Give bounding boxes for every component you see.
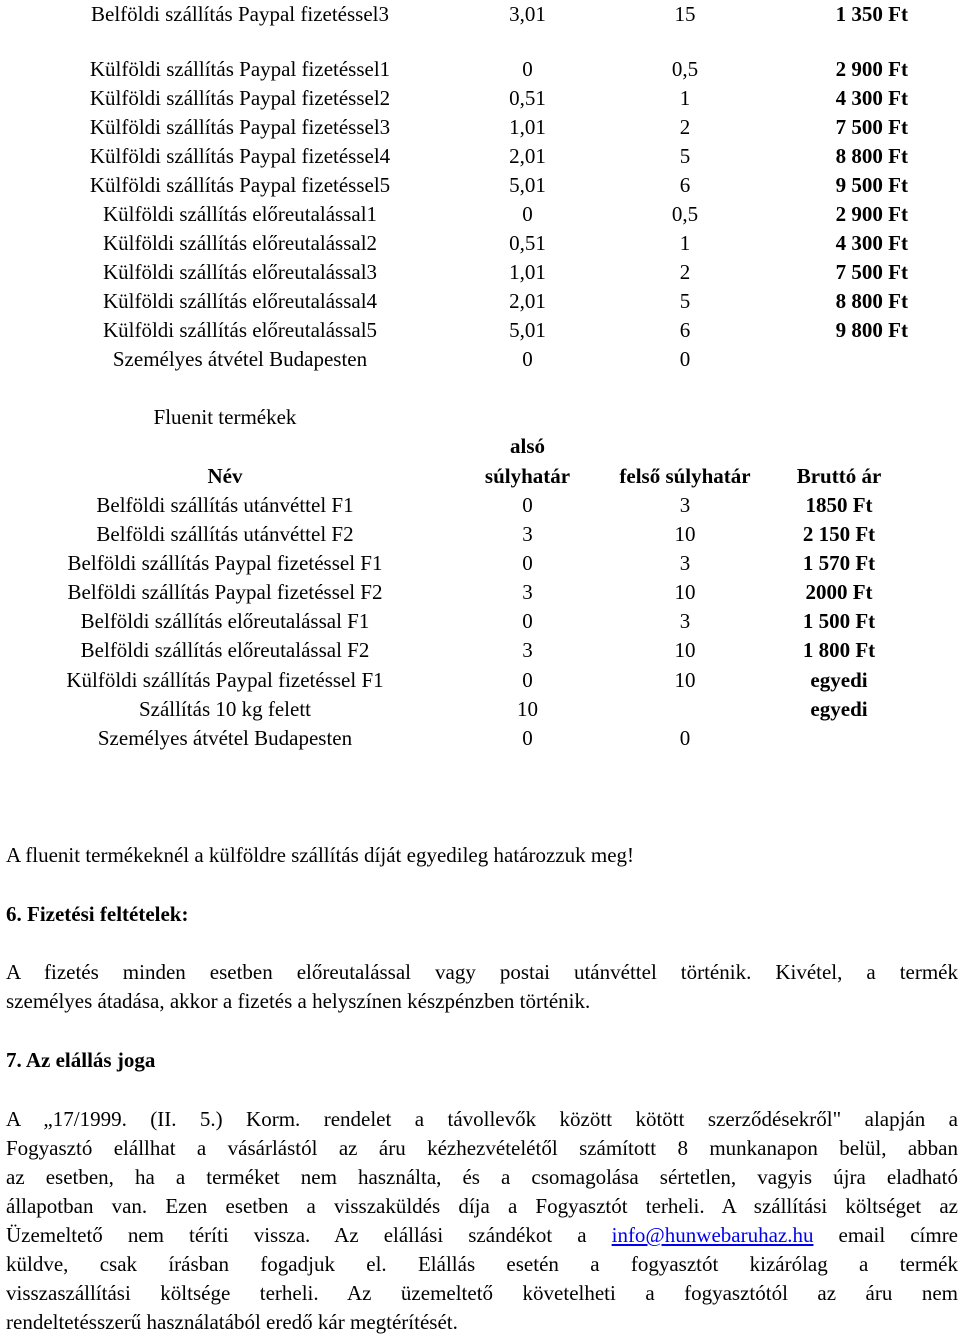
weight-max: 1 — [679, 86, 691, 110]
weight-max: 5 — [679, 289, 691, 313]
weight-min: 1,01 — [509, 260, 546, 284]
table-row — [0, 636, 960, 665]
section-heading: 6. Fizetési feltételek: — [6, 902, 189, 926]
shipping-name: Külföldi szállítás Paypal fizetéssel5 — [89, 173, 391, 197]
weight-min: 2,01 — [509, 289, 546, 313]
price: 2 900 Ft — [835, 202, 908, 226]
weight-max: 2 — [679, 115, 691, 139]
weight-max: 5 — [679, 144, 691, 168]
shipping-name: Külföldi szállítás előreutalással2 — [102, 231, 378, 255]
shipping-name: Belföldi szállítás Paypal fizetéssel F1 — [67, 551, 383, 575]
section6-body — [6, 958, 958, 1016]
shipping-name: Szállítás 10 kg felett — [138, 697, 312, 721]
table-row — [0, 229, 960, 258]
shipping-name: Külföldi szállítás Paypal fizetéssel2 — [89, 86, 391, 110]
weight-max: 6 — [679, 318, 691, 342]
weight-max: 0 — [679, 347, 691, 371]
weight-max: 10 — [674, 668, 696, 692]
weight-min: 0 — [522, 668, 533, 692]
paragraph-text: email címre — [838, 1223, 959, 1247]
shipping-name: Belföldi szállítás előreutalással F1 — [80, 609, 370, 633]
weight-max: 0,5 — [671, 57, 699, 81]
table-row — [0, 84, 960, 113]
price: 4 300 Ft — [835, 231, 908, 255]
weight-min: 0 — [522, 551, 533, 575]
shipping-name: Belföldi szállítás Paypal fizetéssel3 — [91, 2, 389, 26]
email-link[interactable]: info@hunwebaruhaz.hu — [611, 1223, 814, 1247]
weight-min: 2,01 — [509, 144, 546, 168]
shipping-name: Személyes átvétel Budapesten — [97, 726, 353, 750]
paragraph-line: Fogyasztó elállhat a vásárlástól az áru kézhezvételétől számított 8 munkanapon belül, abban — [6, 1136, 958, 1160]
price: 8 800 Ft — [835, 289, 908, 313]
price: 9 500 Ft — [835, 173, 908, 197]
shipping-name: Belföldi szállítás Paypal fizetéssel F2 — [67, 580, 383, 604]
table-row — [0, 345, 960, 374]
weight-min: 0 — [522, 493, 533, 517]
price: 1 570 Ft — [802, 551, 876, 575]
price: 4 300 Ft — [835, 86, 908, 110]
weight-max: 3 — [679, 493, 691, 517]
paragraph-line: visszaszállítási költsége terheli. Az üzemeltető követelheti a fogyasztótól az áru nem — [6, 1281, 958, 1305]
fluenit-note — [6, 841, 958, 870]
table-title: Fluenit termékek — [153, 405, 297, 429]
paragraph-line-with-email — [6, 1221, 958, 1250]
header-max: felső súlyhatár — [619, 464, 751, 488]
weight-min: 5,01 — [509, 173, 546, 197]
header-price: Bruttó ár — [796, 464, 882, 488]
price: 7 500 Ft — [835, 260, 908, 284]
paragraph-line: állapotban van. Ezen esetben a visszaküldés díja a Fogyasztót terheli. A szállítási költséget az — [6, 1194, 958, 1218]
price: 1 800 Ft — [802, 638, 876, 662]
price: egyedi — [810, 668, 868, 692]
weight-max: 0,5 — [671, 202, 699, 226]
price: 1850 Ft — [805, 493, 873, 517]
shipping-name: Külföldi szállítás Paypal fizetéssel F1 — [66, 668, 384, 692]
price: 1 500 Ft — [802, 609, 876, 633]
table-row — [0, 316, 960, 345]
table-row — [0, 113, 960, 142]
weight-max: 3 — [679, 551, 691, 575]
table-row — [0, 520, 960, 549]
shipping-name: Belföldi szállítás utánvéttel F2 — [96, 522, 354, 546]
weight-max: 15 — [674, 2, 696, 26]
table-row — [0, 491, 960, 520]
weight-min: 3 — [522, 522, 533, 546]
table-row — [0, 287, 960, 316]
section-heading: 7. Az elállás joga — [6, 1048, 156, 1072]
shipping-name: Külföldi szállítás Paypal fizetéssel4 — [89, 144, 391, 168]
weight-min: 0 — [522, 609, 533, 633]
note-text: A fluenit termékeknél a külföldre szállítás díját egyedileg határozzuk meg! — [6, 843, 635, 867]
weight-min: 3 — [522, 638, 533, 662]
weight-min: 3 — [522, 580, 533, 604]
weight-max: 6 — [679, 173, 691, 197]
paragraph-line: személyes átadása, akkor a fizetés a helyszínen készpénzben történik. — [6, 989, 591, 1013]
weight-min: 0 — [522, 726, 533, 750]
weight-min: 0,51 — [509, 231, 546, 255]
table-row — [0, 142, 960, 171]
table-row — [0, 200, 960, 229]
price: 2 150 Ft — [802, 522, 876, 546]
weight-max: 10 — [674, 522, 696, 546]
price: 2000 Ft — [805, 580, 873, 604]
header-name: Név — [207, 464, 243, 488]
weight-max: 10 — [674, 580, 696, 604]
table-header-row-top — [0, 432, 960, 461]
price: 9 800 Ft — [835, 318, 908, 342]
weight-max: 0 — [679, 726, 691, 750]
weight-min: 1,01 — [509, 115, 546, 139]
table-row — [0, 0, 960, 29]
price: egyedi — [810, 697, 868, 721]
section7-body — [6, 1105, 958, 1337]
weight-min: 0 — [522, 347, 533, 371]
price: 8 800 Ft — [835, 144, 908, 168]
table-row — [0, 695, 960, 724]
weight-min: 0,51 — [509, 86, 546, 110]
shipping-name: Belföldi szállítás utánvéttel F1 — [96, 493, 354, 517]
paragraph-line: küldve, csak írásban fogadjuk el. Elállás esetén a fogyasztót kizárólag a termék — [6, 1252, 958, 1276]
header-min-line2: súlyhatár — [484, 464, 571, 488]
paragraph-line: az esetben, ha a terméket nem használta, és a csomagolása sértetlen, vagyis újra eladható — [6, 1165, 958, 1189]
table-row — [0, 171, 960, 200]
weight-min: 3,01 — [509, 2, 546, 26]
shipping-name: Külföldi szállítás előreutalással1 — [102, 202, 378, 226]
shipping-name: Belföldi szállítás előreutalással F2 — [80, 638, 370, 662]
weight-min: 10 — [517, 697, 538, 721]
shipping-name: Külföldi szállítás előreutalással3 — [102, 260, 378, 284]
paragraph-line: rendeltetésszerű használatából eredő kár megtérítését. — [6, 1310, 458, 1334]
table-row — [0, 724, 960, 753]
table-row — [0, 666, 960, 695]
section6-title — [6, 900, 958, 929]
table-row — [0, 578, 960, 607]
price: 2 900 Ft — [835, 57, 908, 81]
weight-max: 10 — [674, 638, 696, 662]
table-row — [0, 549, 960, 578]
price: 1 350 Ft — [835, 2, 908, 26]
shipping-name: Külföldi szállítás Paypal fizetéssel3 — [89, 115, 391, 139]
weight-min: 5,01 — [509, 318, 546, 342]
paragraph-text: Üzemeltető nem téríti vissza. Az elállási szándékot a — [6, 1223, 587, 1247]
shipping-name: Személyes átvétel Budapesten — [112, 347, 368, 371]
table-title-row — [0, 403, 960, 432]
shipping-name: Külföldi szállítás előreutalással4 — [102, 289, 378, 313]
section7-title — [6, 1046, 958, 1075]
weight-max: 2 — [679, 260, 691, 284]
weight-min: 0 — [522, 57, 533, 81]
paragraph-line: A fizetés minden esetben előreutalással vagy postai utánvéttel történik. Kivétel, a termék — [6, 960, 958, 984]
price: 7 500 Ft — [835, 115, 908, 139]
table-header-row — [0, 462, 960, 491]
shipping-name: Külföldi szállítás Paypal fizetéssel1 — [89, 57, 391, 81]
weight-min: 0 — [522, 202, 533, 226]
table-row — [0, 607, 960, 636]
table-row — [0, 258, 960, 287]
table-row — [0, 55, 960, 84]
paragraph-line: A „17/1999. (II. 5.) Korm. rendelet a távollevők között kötött szerződésekről" alapján a — [6, 1107, 958, 1131]
shipping-name: Külföldi szállítás előreutalással5 — [102, 318, 378, 342]
weight-max: 1 — [679, 231, 691, 255]
header-min-line1: alsó — [509, 434, 545, 458]
weight-max: 3 — [679, 609, 691, 633]
